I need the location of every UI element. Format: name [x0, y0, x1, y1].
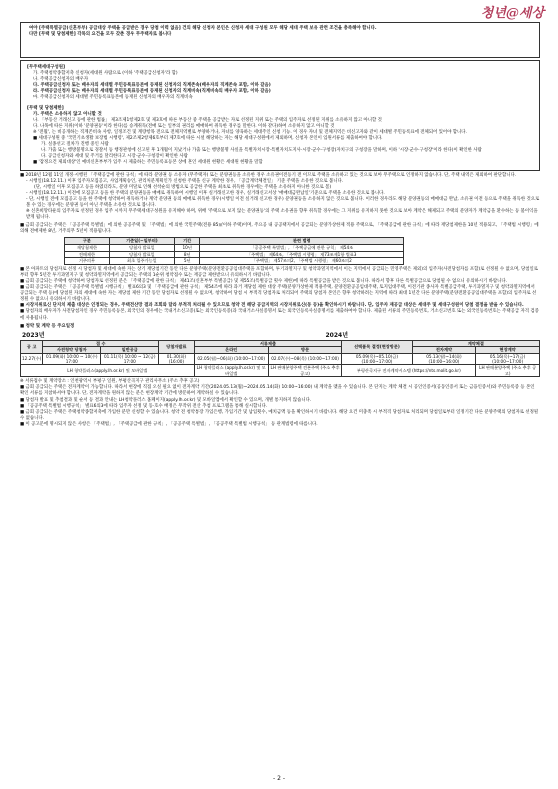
paragraph-6: ※ 신혼희망타운의 입주자로 선정된 경우 입주 시까지 무주택세대구성원을 유지해야 하며, 위배 '주택으로 보지 않는 분양권등'의 주택 소유권을 향후 취득할 경우에는 그 지위를 유지하지 못한 것으로 보아 계약은 해제되고 주택의 분양자가 계약금을 환수하는 등 불이익을 받게 됩니다. — [26, 209, 538, 221]
restriction-sub-a: 가. 실종선고 절차가 진행 중인 사람 — [41, 142, 109, 148]
year-label-left: 2023년 — [22, 331, 45, 339]
table-cell: 재당첨제한 — [65, 245, 110, 252]
restriction-item-b: 나. 「부동산 거래신고 등에 관한 법률」 제3조제1항제2호 및 제3호에 따른 부동산 중 주택을 공급받는 자로 선정된 지위 또는 주택의 입주자로 선정된 지위를 소유하지 않고 아니할 것 — [33, 117, 382, 123]
year-label-right: 2024년 — [325, 331, 348, 339]
header-contract: 계약체결 — [412, 340, 539, 346]
paragraph-8: ■ 본 아파트의 당첨자로 선정 시 당첨자 및 세대에 속한 자는 상기 재당첨기간 동안 다른 분양주택(분양전환공공임대주택을 포함하며, 투기과열지구 및 청약과열지역에서 이는 지역에서 공급되는 민영주택은 제외)의 입주자(사전당첨자를 포함)로 선정될 수 없으며, 당첨일로부터 향후 5년간 투기과열지구 및 청약과열지역에서 공급되는 주택의 1순위 청약접수 또는 재공급 제한받으니 유의하시기 바랍니다. — [20, 266, 538, 278]
header-contract-b: 현장계약 — [476, 347, 540, 353]
place-check: 부평산곡지구 전자계약시스템 (https://nts.molit.go.kr) — [342, 365, 476, 377]
date-apply-a: 01.09(화) 10:00 ~ 10(수) 17:00 — [43, 353, 101, 365]
eligibility-box — [20, 60, 540, 171]
table-cell: 당첨자 발표일 — [109, 251, 174, 258]
intro-line-1: 여야 [주택특별공급(신혼부부) 공급대상 주택을 공급받은 경우 당첨 이력 없음] 건의 해당 신청자 본인은 신청자 세대 구성원 모두 해당 세대 주택 보유 관련 조건을 충족해야 합니다. — [29, 26, 377, 31]
table-cell: 5년 — [174, 258, 200, 265]
household-item-a: 가. 주택청약종합저축 신청자(세대원 사람으로 (이하 '주택공급신청자'라 함) — [33, 71, 178, 77]
schedule-place-row — [21, 365, 540, 377]
restriction-item-c: 다. 나목에 따른 지위(이하 '분양권등'이라 한다)를 승계취득(전매 또는 일부의 권리를 매매하여 취득한 경우를 말한다. 이하 같다)하여 소유하지 않고 아니할 것 — [33, 123, 335, 129]
place-notice: LH 청약플러스(apply.lh.or.kr) 및 모바일앱 — [21, 365, 195, 377]
header-docs-a: 온라인 — [194, 347, 268, 353]
header-winner: 당첨자발표 — [159, 340, 194, 353]
intro-box — [20, 22, 540, 58]
column-header: 기간 — [174, 238, 200, 245]
header-docs: 서류제출 — [194, 340, 342, 346]
table-cell: 8년 — [174, 251, 200, 258]
place-docs-b: LH 판매분양주택 견본주택 (주소 추후 공고) — [268, 365, 341, 377]
paragraph-7: ■ 금회 공급되는 주택은 「공공주택 특별법」에 의한 공공주택 및 「주택법」에 의한 국민주택(전용 85㎡이하 주택)이며, 주요공 내 공공택지에서 공급되는 분양가상한제 적용 주택으로, 「주택공급에 관한 규칙」에 따라 재당첨제한을 10년 적용되고, 「주택법 시행령」에 의해 전매제한 8년, 거주의무 5년이 적용됩니다. — [20, 223, 539, 235]
paragraph-12: ■ 당첨자의 배우자가 사전당첨자인 경우 주민등록등본, 외국인의 경우에는 국내거소신고증(또는 외국인등록증)과 국내거소사실증명서 또는 외국인등록사실증명서를 제출하여야 합니다. 제출된 서류의 주민등록번호, 거소신고번호 또는 외국인등록번호는 주택공급 자격 검증에 사용됩니다. — [20, 309, 539, 321]
restriction-sub-b: 나. 가출 또는 행방불명으로 경찰서 등 행정관청에 신고된 후 1개월이 지났거나 가출 또는 행방불명 사실을 특별자치시장·특별자치도지사·시장·군수·구청장(자치구의 구청장을 말하며, 이하 '시장·군수·구청장'이라 한다)이 확인한 사람 — [41, 148, 482, 154]
table-row — [65, 251, 404, 258]
household-item-c: 다. 주택공급신청자 또는 배우자의 세대별 주민등록표등본에 등재된 신청자의 직계존속(배우자의 직계존속 포함, 이하 같음) — [33, 83, 271, 89]
header-notice: 공 고 — [21, 340, 43, 353]
note-2: ■ 금회 공급되는 주택은 전자계약이 가능합니다. 따라서 현장에 직접 오실 필요 없이 전자계약 기간(2024.05.13(월)~2024.05.14(화) 10:00~16:00) 내 계약을 맺을 수 있습니다. 본 단지는 계약 체결 시 공인인증서(공동인증서 또는 금융인증서)와 주민등록증 등 본인 확인 서류를 지참하셔야 합니다. 단, 전자계약을 원하지 않는 분은 현장계약 기간에 방문하여 계약하실 수 있습니다. — [20, 385, 535, 397]
household-item-e: 마. 주택공급신청자의 세대별 주민등록표등본에 등재된 신청자의 배우자의 직계비속 — [33, 95, 193, 101]
column-header: 관련 법령 — [200, 238, 404, 245]
restriction-note-3: ■ '잠정요건 제외대상'인 예비신혼부부가 입주 시 제출하는 주민등록표등본 상에 혼인 세대원 현황은 세대원 현황을 말함 — [33, 160, 263, 166]
schedule-years — [20, 330, 540, 340]
site-logo — [481, 2, 544, 21]
date-docs-b: 02.07(수)~08(목) (10:00~17:00) — [268, 353, 341, 365]
schedule-table — [20, 340, 540, 377]
note-3: ■ 당첨자 발표 및 추첨결과 및 순서 등 결과 안내는 LH청약플러스 홈페이지(apply.lh.or.kr) 및 모바일앱에서 확인할 수 있으며, 개별 통지하지 않습니다. — [20, 397, 312, 403]
table-cell: 거주의무 — [65, 258, 110, 265]
restriction-note-2: ■ 세대구성원 중 '국민기초생활 보장법 시행령', 제2조제2항제6호부터 제7호에 따른 시설 해당하는 자는 해당 세대구성원에서 제외하며, 신청자 본인이 입원서류를 제출하여야 합니다. — [33, 136, 383, 142]
table-row — [65, 258, 404, 265]
place-contract-b: LH 판매분양주택 (주소 추후 공고) — [476, 365, 540, 377]
schedule-title: ■ 청약 및 계약 등 주요일정 — [20, 323, 75, 329]
restriction-table-header — [65, 238, 404, 245]
restriction-note-1: ※ '전월', 는 비공개하는 직계존비속 사항, 일정조건 및 계량항목 전으로 전체지역별로 부양하거나, 자녀를 양육하는 세대주인 신청 기능. 이 경우 자녀 및 전체지역은 비신고자와 같이 세대별 주민등록표에 전체되어 있어야 합니다. — [33, 129, 467, 135]
restriction-sub-c: 다. 공급신청자와 세대 및 주거를 달리한다고 시장·군수·구청장이 확인한 사람 — [41, 154, 188, 160]
table-cell: 「주택법」 제57조의2, 「주택법 시행령」 제60조의2 — [200, 258, 404, 265]
paragraph-2: - 시행일(18.12.11.) 이후 입주자모집공고, 사업계획승인, 관리처분계획인가 신청한 주택을 신규 계약한 경우, 「공급계약체결일」 기준 주택을 소유한 것으로 봅니다. — [26, 178, 344, 184]
date-contract-a: 05.13(월)~14(화) (10:00~16:00) — [412, 353, 476, 365]
date-winner: 01.30(화) (16:00) — [159, 353, 194, 365]
table-cell: 당첨자 발표일 — [109, 245, 174, 252]
date-contract-b: 05.16(목)~17(금) (10:00~17:00) — [476, 353, 540, 365]
restriction-item-a: 가. 주택은 소유하지 않고 아니할 것 — [33, 111, 102, 117]
note-5: ■ 금회 공급되는 주택은 주택청약종합저축에 가입한 분만 신청할 수 있습니다. 청약 전 청약통장 가입은행, 가입기간 및 납입횟수, 예치금액 등을 확인하시기 바랍니다. 해당 요건 미충족 시 부적격 당첨자로 처리되며 당첨일로부터 일정기간 다른 분양주택의 당첨자로 선정될 수 없습니다. — [20, 409, 539, 421]
column-header: 구분 — [65, 238, 110, 245]
table-cell: 「공공주택 특별법」, 「주택공급에 관한 규칙」 제54조 — [200, 245, 404, 252]
header-docs-b: 방문 — [268, 347, 341, 353]
date-apply-b: 01.11(목) 10:00 ~ 12(금) 17:00 — [101, 353, 159, 365]
household-item-b: 나. 주택공급신청자의 배우자 — [33, 77, 89, 83]
logo-text: 청년@세상 — [480, 6, 544, 21]
paragraph-1: ■ 2018년 12월 11일 개정·시행된 「주택공급에 관한 규칙」에 따라 분양권 등 소유자 (무주택자) 또는 분양권등을 소유한 경우 소유권이전등기 전 이므로 주택을 소유하고 있는 것으로 보아 무주택으로 인정하지 않습니다. 단, 주택 내역은 제외하여 판단합니다. — [20, 172, 517, 178]
household-section-title: [무주택세대구성원] — [27, 65, 65, 70]
paragraph-10: ■ 금회 공급되는 주택은 「공공주택 특별법 시행규칙」 별표6의3 및 「주택공급에 관한 규칙」 제54조에 따라 과거 재당첨 제한 대상 주택(분양가상한제 적용주택, 분양전환공공임대주택, 토지임대주택, 이전기관 종사자 특별공급주택, 투기과열지구 및 청약과열지역에서 공급되는 주택 등)에 당첨된 자의 세대에 속한 자는 재당첨 제한 기간 동안 당첨자로 선정될 수 없으며, 청약하여 당첨 시 부적격 당첨자로 처리되어 주택의 당첨자 본인은 향후 청약하려는 지역에 따라 최대 1년간 다른 분양주택(분양전환공공임대주택을 포함)의 입주자로 선정될 수 없으니 유의하시기 바랍니다. — [20, 285, 537, 303]
paragraph-3: (단, 시행일 이후 모집공고 등을 하였더라도, 분양 미달로 인해 선착순의 방법으로 공급한 주택을 최초로 취득한 경우에는 주택을 소유하지 아니한 것으로 봄) — [34, 184, 332, 190]
document-page — [20, 22, 540, 428]
schedule-date-row — [21, 353, 540, 365]
page-number: - 2 - — [273, 775, 285, 782]
header-contract-a: 전자계약 — [412, 347, 476, 353]
place-docs-a: LH 청약플러스 (apply.lh.or.kr) 및 모바일앱 — [194, 365, 268, 377]
table-row — [65, 245, 404, 252]
household-item-d: 라. 주택공급신청자 또는 배우자의 세대별 주민등록표등본에 등재된 신청자의 직계비속(직계비속의 배우자 포함, 이하 같음) — [33, 89, 271, 95]
table-cell: 「주택법」 제64조, 「주택법 시행령」 제73조제1항 별표3 — [200, 251, 404, 258]
column-header: 기준일(~일부터) — [109, 238, 174, 245]
header-apply: 접 수 — [43, 340, 159, 346]
paragraph-5: - 단, 시행일 전에 모집공고 등을 한 주택에 청약하여 취득하거나 계약 분양권 등의 매매로 취득한 경우(시행일 이전 실거래 신고한 경우) 분양권등을 소유하지 않은 것으로 봅니다. 이러한 경우라도 해당 분양권등의 매매대금 완납, 소유권 이전 등으로 주택을 취득한 것으로 볼 수 있는 경우에는 분양권 등이 아닌 주택을 소유한 것으로 봅니다. — [26, 196, 540, 208]
date-docs-a: 02.05(월)~06(화) (10:00~17:00) — [194, 353, 268, 365]
paragraph-4: - 시행일(18.12.11.) 이전에 모집공고 등을 한 주택의 분양권등을 매매로 취득하여 시행일 이후 실거래신고한 경우, 실거래신고서상 '매매대금완납일'기준으로 주택을 소유한 것으로 봅니다. — [26, 190, 385, 196]
table-cell: 10년 — [174, 245, 200, 252]
restriction-section-title: [무택 및 당첨제한] — [27, 105, 64, 111]
note-4: ■ 「공공주택 특별법 시행규칙」 별표6의3에 따라 입주자 선정 및 동·호수 배정은 무작위 전산 추첨 프로그램을 통해 실시합니다. — [20, 403, 268, 409]
note-1: ※ 서류접수 및 계약장소 : 인천광역시 부평구 일원, 부평산곡지구 관리사무소 (주소 추후 공고) — [20, 379, 200, 385]
intro-line-2: 다만 [무택 및 당첨제한] 각목의 요건을 모두 갖춘 경우 무주택자로 봅니다 — [29, 32, 172, 38]
header-check: 선택품목 결정(현장방문) — [342, 340, 412, 353]
date-check: 05.09(목)~05.10(금) (10:00~17:00) — [342, 353, 412, 365]
paragraph-11: ■ 시장지위로신 단지치 제출 대상은 인정되는 경우, 주택전산망 결과 조회와 달라 부적격 처리될 수 있으므로 청약 전 해당 공급지역의 시장지위로신(동 등)을 확인하시기 바랍니다. 단, 입주자 재공급 대상은 세대주 및 세대구성원이 당첨 결정을 받을 수 있습니다. — [20, 303, 524, 309]
header-apply-a: 사전청약 당첨자 — [43, 347, 101, 353]
header-apply-b: 일반공급 — [101, 347, 159, 353]
paragraph-9: ■ 금회 공급되는 주택에 청약하여 당첨자로 선정된 분은 「주택공급에 관한 규칙」 제41조(신혼부부 특별공급) 및 제55조(특별공급 횟수 제한)에 따라 특별공급을 받은 것으로 봅니다. 따라서 향후 다른 특별공급으로 당첨될 수 없으니 유의하시기 바랍니다. — [20, 279, 508, 284]
note-6: ■ 이 공고문에 명시되지 않은 사항은 「주택법」, 「주택공급에 관한 규칙」, 「공공주택 특별법」, 「공공주택 특별법 시행규칙」 등 관계법령에 따릅니다. — [20, 421, 318, 427]
table-cell: 전매제한 — [65, 251, 110, 258]
date-notice: 12.27(수) — [21, 353, 43, 365]
table-cell: 최초 입주가능일 — [109, 258, 174, 265]
restriction-table — [64, 237, 404, 264]
